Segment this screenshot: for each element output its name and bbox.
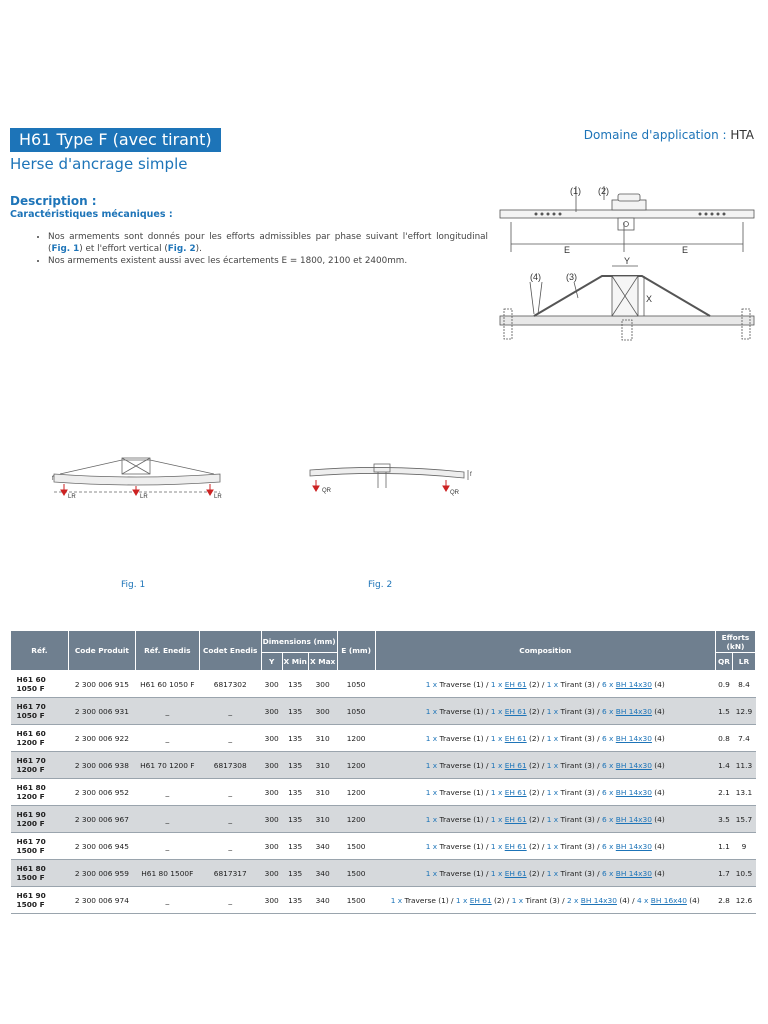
composition-cell: 1 x Traverse (1) / 1 x EH 61 (2) / 1 x Tirant (3) / 6 x BH 14x30 (4) xyxy=(375,833,715,860)
bh1430-link[interactable]: BH 14x30 xyxy=(615,814,652,824)
composition-cell: 1 x Traverse (1) / 1 x EH 61 (2) / 1 x Tirant (3) / 6 x BH 14x30 (4) xyxy=(375,752,715,779)
fig2-caption: Fig. 2 xyxy=(368,580,393,590)
assembly-diagram xyxy=(494,182,762,342)
th-y: Y xyxy=(261,653,282,671)
table-row: H61 80 1200 F 2 300 006 952 _ _ 300 135 310 1200 1 x Traverse (1) / 1 x EH 61 (2) / 1 x Tirant (3) / 6 x BH 14x30 (4) 2.1 13.1 xyxy=(11,779,756,806)
bh1430-link[interactable]: BH 14x30 xyxy=(615,760,652,770)
fig1-f: f xyxy=(52,476,54,482)
label-y: Y xyxy=(624,256,631,266)
eh61-link[interactable]: EH 61 xyxy=(504,868,527,878)
fig1-diagram xyxy=(50,452,228,504)
table-row: H61 90 1200 F 2 300 006 967 _ _ 300 135 310 1200 1 x Traverse (1) / 1 x EH 61 (2) / 1 x Tirant (3) / 6 x BH 14x30 (4) 3.5 15.7 xyxy=(11,806,756,833)
description-bullet-2: • Nos armements existent aussi avec les écartements E = 1800, 2100 et 2400mm. xyxy=(48,255,488,267)
fig1-lr-2: LR xyxy=(140,494,148,500)
label-2: (2) xyxy=(598,186,609,196)
label-e-left: E xyxy=(564,245,571,255)
fig1-link[interactable]: Fig. 1 xyxy=(51,244,80,254)
th-qr: QR xyxy=(715,653,732,671)
bh1430-link[interactable]: BH 14x30 xyxy=(580,895,617,905)
bh1430-link[interactable]: BH 14x30 xyxy=(615,706,652,716)
table-row: H61 60 1050 F 2 300 006 915 H61 60 1050 F 6817302 300 135 300 1050 1 x Traverse (1) / 1 x EH 61 (2) / 1 x Tirant (3) / 6 x BH 14x30 (4) 0.9 8.4 xyxy=(11,671,756,698)
th-composition: Composition xyxy=(375,631,715,671)
th-ref: Réf. xyxy=(11,631,69,671)
eh61-link[interactable]: EH 61 xyxy=(504,814,527,824)
table-row: H61 70 1200 F 2 300 006 938 H61 70 1200 F 6817308 300 135 310 1200 1 x Traverse (1) / 1 x EH 61 (2) / 1 x Tirant (3) / 6 x BH 14x30 (4) 1.4 11.3 xyxy=(11,752,756,779)
domain-info xyxy=(584,128,754,142)
table-row: H61 60 1200 F 2 300 006 922 _ _ 300 135 310 1200 1 x Traverse (1) / 1 x EH 61 (2) / 1 x Tirant (3) / 6 x BH 14x30 (4) 0.8 7.4 xyxy=(11,725,756,752)
composition-cell: 1 x Traverse (1) / 1 x EH 61 (2) / 1 x Tirant (3) / 6 x BH 14x30 (4) xyxy=(375,806,715,833)
table-row: H61 90 1500 F 2 300 006 974 _ _ 300 135 340 1500 1 x Traverse (1) / 1 x EH 61 (2) / 1 x Tirant (3) / 2 x BH 14x30 (4) / 4 x BH 16x40 (4) 2.8 12.6 xyxy=(11,887,756,914)
bh1640-link[interactable]: BH 16x40 xyxy=(650,895,687,905)
table-row: H61 70 1050 F 2 300 006 931 _ _ 300 135 300 1050 1 x Traverse (1) / 1 x EH 61 (2) / 1 x Tirant (3) / 6 x BH 14x30 (4) 1.5 12.9 xyxy=(11,698,756,725)
th-efforts: Efforts (kN) xyxy=(715,631,755,653)
eh61-link[interactable]: EH 61 xyxy=(504,760,527,770)
bh1430-link[interactable]: BH 14x30 xyxy=(615,787,652,797)
th-e: E (mm) xyxy=(337,631,375,671)
eh61-link[interactable]: EH 61 xyxy=(504,841,527,851)
composition-cell: 1 x Traverse (1) / 1 x EH 61 (2) / 1 x Tirant (3) / 2 x BH 14x30 (4) / 4 x BH 16x40 (4) xyxy=(375,887,715,914)
label-x: X xyxy=(646,294,653,304)
composition-cell: 1 x Traverse (1) / 1 x EH 61 (2) / 1 x Tirant (3) / 6 x BH 14x30 (4) xyxy=(375,779,715,806)
th-code: Code Produit xyxy=(68,631,135,671)
th-enedis: Réf. Enedis xyxy=(135,631,199,671)
bh1430-link[interactable]: BH 14x30 xyxy=(615,868,652,878)
th-xmin: X Min xyxy=(282,653,308,671)
th-xmax: X Max xyxy=(308,653,337,671)
th-lr: LR xyxy=(732,653,755,671)
fig2-qr-2: QR xyxy=(450,490,459,496)
th-dimensions: Dimensions (mm) xyxy=(261,631,337,653)
composition-cell: 1 x Traverse (1) / 1 x EH 61 (2) / 1 x Tirant (3) / 6 x BH 14x30 (4) xyxy=(375,698,715,725)
eh61-link[interactable]: EH 61 xyxy=(504,787,527,797)
label-3: (3) xyxy=(566,272,577,282)
fig1-lr-1: LR xyxy=(68,494,76,500)
fig2-link[interactable]: Fig. 2 xyxy=(167,244,196,254)
description-bullet-1: • Nos armements sont donnés pour les efforts admissibles par phase suivant l'effort longitudinal (Fig. 1) et l'effort vertical (Fig. 2). xyxy=(48,231,488,255)
fig1-caption: Fig. 1 xyxy=(121,580,146,590)
composition-cell: 1 x Traverse (1) / 1 x EH 61 (2) / 1 x Tirant (3) / 6 x BH 14x30 (4) xyxy=(375,860,715,887)
fig2-f: f xyxy=(470,472,472,478)
eh61-link[interactable]: EH 61 xyxy=(504,733,527,743)
label-4: (4) xyxy=(530,272,541,282)
fig2-diagram xyxy=(306,460,476,502)
page-title: H61 Type F (avec tirant) xyxy=(10,128,221,152)
bh1430-link[interactable]: BH 14x30 xyxy=(615,733,652,743)
description-heading: Description : xyxy=(10,194,97,208)
eh61-link[interactable]: EH 61 xyxy=(504,679,527,689)
fig1-lr-3: LR xyxy=(214,494,222,500)
domain-label: Domaine d'application : xyxy=(583,128,727,142)
fig2-qr-1: QR xyxy=(322,488,331,494)
composition-cell: 1 x Traverse (1) / 1 x EH 61 (2) / 1 x Tirant (3) / 6 x BH 14x30 (4) xyxy=(375,671,715,698)
th-codet: Codet Enedis xyxy=(199,631,261,671)
description-list xyxy=(34,231,488,267)
spec-table xyxy=(10,630,756,914)
composition-cell: 1 x Traverse (1) / 1 x EH 61 (2) / 1 x Tirant (3) / 6 x BH 14x30 (4) xyxy=(375,725,715,752)
label-e-right: E xyxy=(682,245,689,255)
eh61-link[interactable]: EH 61 xyxy=(504,706,527,716)
eh61-link[interactable]: EH 61 xyxy=(469,895,492,905)
domain-value: HTA xyxy=(730,128,754,142)
bh1430-link[interactable]: BH 14x30 xyxy=(615,841,652,851)
page-subtitle: Herse d'ancrage simple xyxy=(10,155,188,173)
label-1: (1) xyxy=(570,186,581,196)
table-row: H61 70 1500 F 2 300 006 945 _ _ 300 135 340 1500 1 x Traverse (1) / 1 x EH 61 (2) / 1 x Tirant (3) / 6 x BH 14x30 (4) 1.1 9 xyxy=(11,833,756,860)
description-subheading: Caractéristiques mécaniques : xyxy=(10,209,173,220)
table-row: H61 80 1500 F 2 300 006 959 H61 80 1500F 6817317 300 135 340 1500 1 x Traverse (1) / 1 x EH 61 (2) / 1 x Tirant (3) / 6 x BH 14x30 (4) 1.7 10.5 xyxy=(11,860,756,887)
bh1430-link[interactable]: BH 14x30 xyxy=(615,679,652,689)
